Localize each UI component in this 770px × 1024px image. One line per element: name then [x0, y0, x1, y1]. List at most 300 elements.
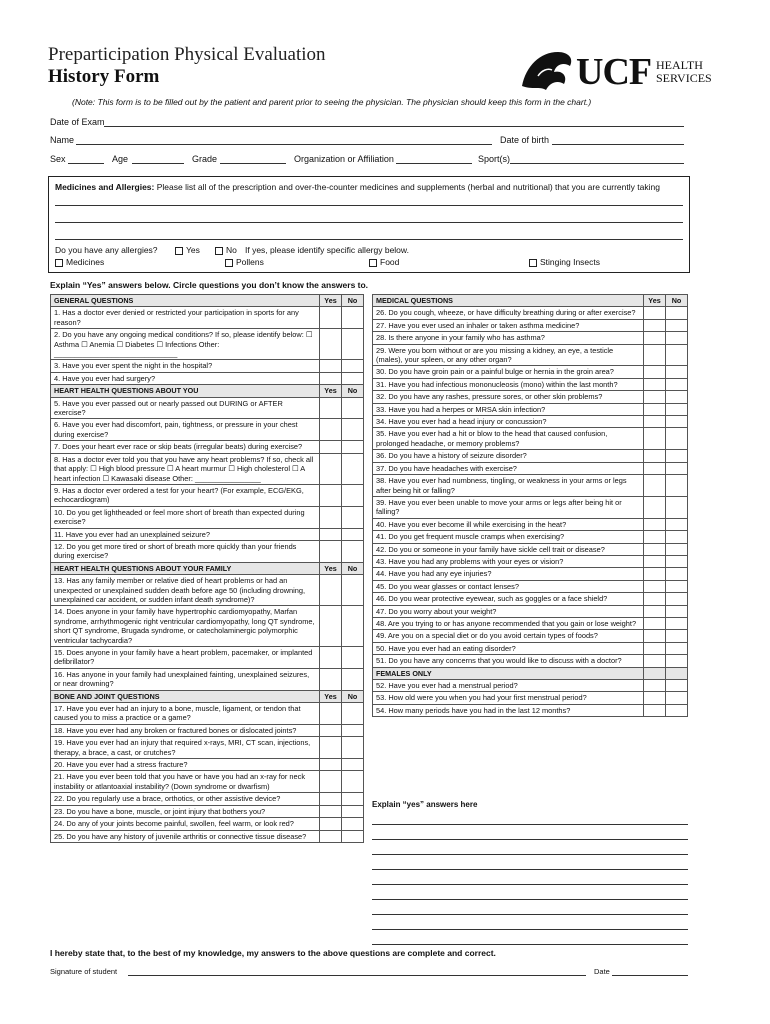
yes-cell[interactable] [644, 555, 666, 567]
question-text: 43. Have you had any problems with your eyes or vision? [373, 555, 644, 567]
allergy-medicines-option[interactable] [55, 257, 104, 267]
question-text: 36. Do you have a history of seizure disorder? [373, 450, 644, 462]
sports-label: Sport(s) [478, 154, 511, 164]
question-text: 19. Have you ever had an injury that required x-rays, MRI, CT scan, injections, therapy, a brace, a cast, or crutches? [51, 737, 320, 759]
question-row [51, 575, 364, 606]
question-row [373, 518, 688, 530]
no-cell[interactable] [666, 593, 688, 605]
yes-cell[interactable] [644, 630, 666, 642]
yes-cell[interactable] [320, 397, 342, 419]
signature-label: Signature of student [50, 967, 118, 976]
yes-cell[interactable] [644, 332, 666, 344]
question-row [51, 793, 364, 805]
no-header [666, 667, 688, 679]
question-row [373, 555, 688, 567]
sex-label: Sex [50, 154, 66, 164]
yes-cell[interactable] [320, 793, 342, 805]
section-header-row [51, 562, 364, 574]
allergy-if-yes: If yes, please identify specific allergy below. [245, 245, 409, 255]
yes-cell[interactable] [320, 453, 342, 484]
yes-cell[interactable] [644, 580, 666, 592]
sex-field[interactable] [68, 163, 104, 164]
no-cell[interactable] [666, 496, 688, 518]
yes-cell[interactable] [320, 647, 342, 669]
question-text: 12. Do you get more tired or short of breath more quickly than your friends during exercise? [51, 540, 320, 562]
question-row [373, 704, 688, 716]
question-row [373, 617, 688, 629]
yes-cell[interactable] [320, 771, 342, 793]
no-cell[interactable] [342, 724, 364, 736]
question-text: 17. Have you ever had an injury to a bone, muscle, ligament, or tendon that caused you to miss a practice or a game? [51, 703, 320, 725]
yes-cell[interactable] [644, 692, 666, 704]
question-text: 39. Have you ever been unable to move your arms or legs after being hit or falling? [373, 496, 644, 518]
date-of-exam-field[interactable] [104, 126, 684, 127]
question-text: 52. Have you ever had a menstrual period? [373, 680, 644, 692]
question-row [373, 543, 688, 555]
question-text: 33. Have you had a herpes or MRSA skin infection? [373, 403, 644, 415]
no-cell[interactable] [666, 642, 688, 654]
no-cell[interactable] [666, 692, 688, 704]
question-row [51, 360, 364, 372]
no-cell[interactable] [666, 403, 688, 415]
question-row [51, 453, 364, 484]
yes-cell[interactable] [644, 475, 666, 497]
allergy-insects-label: Stinging Insects [540, 257, 601, 267]
medicines-line-1[interactable] [55, 205, 683, 206]
no-cell[interactable] [666, 518, 688, 530]
yes-header: Yes [320, 690, 342, 702]
question-row [373, 307, 688, 319]
no-cell[interactable] [342, 484, 364, 506]
question-row [373, 319, 688, 331]
question-row [373, 428, 688, 450]
yes-cell[interactable] [320, 506, 342, 528]
yes-cell[interactable] [644, 617, 666, 629]
question-row [51, 647, 364, 669]
no-header: No [342, 690, 364, 702]
yes-cell[interactable] [644, 378, 666, 390]
yes-cell[interactable] [644, 518, 666, 530]
yes-cell[interactable] [320, 830, 342, 842]
question-row [373, 642, 688, 654]
question-row [51, 703, 364, 725]
no-cell[interactable] [342, 419, 364, 441]
question-text: 2. Do you have any ongoing medical conditions? If so, please identify below: ☐ Asthma ☐ Anemia ☐ Diabetes ☐ Infections Other: ______________________________ [51, 329, 320, 360]
question-text: 11. Have you ever had an unexplained seizure? [51, 528, 320, 540]
no-cell[interactable] [342, 453, 364, 484]
question-text: 34. Have you ever had a head injury or concussion? [373, 416, 644, 428]
question-text: 37. Do you have headaches with exercise? [373, 462, 644, 474]
section-header-row [373, 667, 688, 679]
allergy-pollens-option[interactable] [225, 257, 264, 267]
question-text: 49. Are you on a special diet or do you avoid certain types of foods? [373, 630, 644, 642]
yes-cell[interactable] [644, 531, 666, 543]
no-cell[interactable] [342, 805, 364, 817]
yes-cell[interactable] [644, 403, 666, 415]
yes-cell[interactable] [320, 606, 342, 647]
question-text: 53. How old were you when you had your first menstrual period? [373, 692, 644, 704]
question-text: 50. Have you ever had an eating disorder? [373, 642, 644, 654]
section-header-row [51, 690, 364, 702]
yes-cell[interactable] [320, 575, 342, 606]
yes-cell[interactable] [644, 655, 666, 667]
question-row [51, 737, 364, 759]
no-cell[interactable] [342, 540, 364, 562]
no-header: No [342, 562, 364, 574]
question-row [51, 506, 364, 528]
question-row [373, 344, 688, 366]
question-text: 10. Do you get lightheaded or feel more short of breath than expected during exercise? [51, 506, 320, 528]
question-text: 38. Have you ever had numbness, tingling, or weakness in your arms or legs after being hit or falling? [373, 475, 644, 497]
allergy-no-label: No [226, 245, 237, 255]
grade-field[interactable] [220, 163, 286, 164]
logo-sub-services: SERVICES [656, 71, 712, 85]
question-row [373, 630, 688, 642]
question-text: 26. Do you cough, wheeze, or have difficulty breathing during or after exercise? [373, 307, 644, 319]
question-row [51, 419, 364, 441]
question-row [51, 805, 364, 817]
no-cell[interactable] [666, 366, 688, 378]
section-header: FEMALES ONLY [373, 667, 644, 679]
question-text: 6. Have you ever had discomfort, pain, tightness, or pressure in your chest during exercise? [51, 419, 320, 441]
no-cell[interactable] [342, 575, 364, 606]
question-text: 5. Have you ever passed out or nearly passed out DURING or AFTER exercise? [51, 397, 320, 419]
yes-header: Yes [320, 385, 342, 397]
question-row [373, 332, 688, 344]
yes-cell[interactable] [644, 366, 666, 378]
no-cell[interactable] [342, 830, 364, 842]
allergy-food-option[interactable] [369, 257, 399, 267]
allergy-insects-option[interactable] [529, 257, 600, 267]
ucf-health-logo [518, 46, 723, 96]
no-header: No [342, 385, 364, 397]
allergy-food-label: Food [380, 257, 400, 267]
question-row [373, 416, 688, 428]
question-row [51, 759, 364, 771]
question-row [51, 830, 364, 842]
checkbox-icon[interactable] [225, 259, 233, 267]
no-cell[interactable] [666, 568, 688, 580]
no-header: No [342, 295, 364, 307]
yes-cell[interactable] [644, 680, 666, 692]
no-cell[interactable] [666, 704, 688, 716]
yes-header: Yes [644, 295, 666, 307]
question-row [51, 307, 364, 329]
question-text: 15. Does anyone in your family have a heart problem, pacemaker, or implanted defibrillator? [51, 647, 320, 669]
no-cell[interactable] [342, 506, 364, 528]
yes-cell[interactable] [320, 419, 342, 441]
yes-cell[interactable] [644, 593, 666, 605]
date-of-birth-field[interactable] [552, 144, 684, 145]
yes-cell[interactable] [644, 568, 666, 580]
no-cell[interactable] [666, 475, 688, 497]
section-header: HEART HEALTH QUESTIONS ABOUT YOU [51, 385, 320, 397]
question-row [51, 540, 364, 562]
question-text: 48. Are you trying to or has anyone recommended that you gain or lose weight? [373, 617, 644, 629]
logo-text: UCF [576, 51, 652, 93]
no-cell[interactable] [666, 605, 688, 617]
no-cell[interactable] [666, 543, 688, 555]
yes-cell[interactable] [320, 528, 342, 540]
question-row [51, 441, 364, 453]
yes-cell[interactable] [644, 605, 666, 617]
no-cell[interactable] [666, 416, 688, 428]
question-text: 41. Do you get frequent muscle cramps when exercising? [373, 531, 644, 543]
question-row [51, 724, 364, 736]
section-header-row [373, 295, 688, 307]
yes-cell[interactable] [320, 307, 342, 329]
yes-cell[interactable] [320, 668, 342, 690]
question-text: 51. Do you have any concerns that you would like to discuss with a doctor? [373, 655, 644, 667]
question-text: 7. Does your heart ever race or skip beats (irregular beats) during exercise? [51, 441, 320, 453]
yes-cell[interactable] [320, 818, 342, 830]
question-text: 44. Have you had any eye injuries? [373, 568, 644, 580]
question-row [373, 475, 688, 497]
date-of-birth-label: Date of birth [500, 135, 550, 145]
yes-header: Yes [320, 295, 342, 307]
medicines-line-2[interactable] [55, 222, 683, 223]
yes-cell[interactable] [644, 307, 666, 319]
no-cell[interactable] [666, 555, 688, 567]
question-text: 16. Has anyone in your family had unexplained fainting, unexplained seizures, or near drowning? [51, 668, 320, 690]
question-text: 9. Has a doctor ever ordered a test for your heart? (For example, ECG/EKG, echocardiogram) [51, 484, 320, 506]
question-row [373, 692, 688, 704]
section-header-row [51, 295, 364, 307]
medicines-prompt [55, 182, 685, 192]
no-cell[interactable] [666, 332, 688, 344]
question-row [373, 605, 688, 617]
no-cell[interactable] [666, 307, 688, 319]
yes-cell[interactable] [644, 462, 666, 474]
question-text: 27. Have you ever used an inhaler or taken asthma medicine? [373, 319, 644, 331]
question-text: 25. Do you have any history of juvenile arthritis or connective tissue disease? [51, 830, 320, 842]
explain-intro: Explain “Yes” answers below. Circle questions you don’t know the answers to. [50, 280, 369, 290]
question-text: 18. Have you ever had any broken or fractured bones or dislocated joints? [51, 724, 320, 736]
question-text: 42. Do you or someone in your family have sickle cell trait or disease? [373, 543, 644, 555]
no-cell[interactable] [342, 329, 364, 360]
yes-cell[interactable] [644, 319, 666, 331]
section-header: GENERAL QUESTIONS [51, 295, 320, 307]
statement: I hereby state that, to the best of my knowledge, my answers to the above questions are complete and correct. [50, 948, 496, 958]
question-text: 23. Do you have a bone, muscle, or joint injury that bothers you? [51, 805, 320, 817]
question-text: 13. Has any family member or relative died of heart problems or had an unexpected or unexplained sudden death before age 50 (including drowning, unexplained car accident, or sudden infant death syndrome)? [51, 575, 320, 606]
question-text: 45. Do you wear glasses or contact lenses? [373, 580, 644, 592]
date-label: Date [594, 967, 610, 976]
no-cell[interactable] [666, 630, 688, 642]
question-text: 31. Have you had infectious mononucleosis (mono) within the last month? [373, 378, 644, 390]
age-field[interactable] [132, 163, 184, 164]
no-cell[interactable] [342, 372, 364, 384]
yes-cell[interactable] [644, 344, 666, 366]
grade-label: Grade [192, 154, 218, 164]
form-title: Preparticipation Physical Evaluation [48, 44, 326, 65]
question-row [51, 818, 364, 830]
no-cell[interactable] [666, 428, 688, 450]
yes-cell[interactable] [320, 441, 342, 453]
question-row [373, 593, 688, 605]
question-row [51, 484, 364, 506]
question-row [373, 366, 688, 378]
medicines-label: Medicines and Allergies: [55, 182, 155, 192]
no-cell[interactable] [342, 606, 364, 647]
yes-cell[interactable] [644, 450, 666, 462]
yes-header: Yes [320, 562, 342, 574]
medicines-allergies-box [48, 176, 690, 273]
explain-yes-lines[interactable] [372, 810, 688, 945]
question-row [373, 568, 688, 580]
question-row [373, 531, 688, 543]
allergy-pollens-label: Pollens [236, 257, 264, 267]
question-row [373, 580, 688, 592]
question-text: 1. Has a doctor ever denied or restricted your participation in sports for any reason? [51, 307, 320, 329]
question-row [373, 462, 688, 474]
no-cell[interactable] [666, 391, 688, 403]
question-text: 54. How many periods have you had in the last 12 months? [373, 704, 644, 716]
allergies-question: Do you have any allergies? [55, 245, 158, 255]
allergy-yes-option[interactable] [175, 245, 200, 255]
yes-cell[interactable] [320, 329, 342, 360]
signature-field[interactable] [128, 975, 586, 976]
question-row [373, 403, 688, 415]
allergy-yes-label: Yes [186, 245, 200, 255]
yes-cell[interactable] [644, 416, 666, 428]
question-text: 3. Have you ever spent the night in the hospital? [51, 360, 320, 372]
no-cell[interactable] [666, 655, 688, 667]
question-row [51, 668, 364, 690]
no-cell[interactable] [342, 441, 364, 453]
no-cell[interactable] [666, 617, 688, 629]
allergy-no-option[interactable] [215, 245, 237, 255]
form-note: (Note: This form is to be filled out by the patient and parent prior to seeing the physician. The physician should keep this form in the chart.) [72, 97, 592, 107]
section-header: MEDICAL QUESTIONS [373, 295, 644, 307]
yes-cell[interactable] [320, 360, 342, 372]
date-of-exam-label: Date of Exam [50, 117, 105, 127]
no-cell[interactable] [342, 397, 364, 419]
medicines-instructions: Please list all of the prescription and over-the-counter medicines and supplements (herbal and nutritional) that you are currently taking [156, 182, 660, 192]
section-header: BONE AND JOINT QUESTIONS [51, 690, 320, 702]
no-cell[interactable] [666, 531, 688, 543]
question-text: 35. Have you ever had a hit or blow to the head that caused confusion, prolonged headache, or memory problems? [373, 428, 644, 450]
question-row [373, 450, 688, 462]
question-text: 8. Has a doctor ever told you that you have any heart problems? If so, check all that apply: ☐ High blood pressure ☐ A heart murmur ☐ High cholesterol ☐ A heart infection ☐ Kawasaki disease Other: ________________ [51, 453, 320, 484]
organization-label: Organization or Affiliation [294, 154, 394, 164]
no-cell[interactable] [342, 360, 364, 372]
checkbox-icon[interactable] [369, 259, 377, 267]
section-header: HEART HEALTH QUESTIONS ABOUT YOUR FAMILY [51, 562, 320, 574]
yes-cell[interactable] [644, 391, 666, 403]
question-text: 20. Have you ever had a stress fracture? [51, 759, 320, 771]
question-text: 47. Do you worry about your weight? [373, 605, 644, 617]
question-text: 28. Is there anyone in your family who has asthma? [373, 332, 644, 344]
yes-cell[interactable] [320, 805, 342, 817]
yes-cell[interactable] [320, 759, 342, 771]
no-cell[interactable] [342, 703, 364, 725]
checkbox-icon[interactable] [529, 259, 537, 267]
question-row [51, 329, 364, 360]
question-row [51, 771, 364, 793]
yes-cell[interactable] [320, 484, 342, 506]
no-cell[interactable] [342, 737, 364, 759]
yes-cell[interactable] [320, 372, 342, 384]
question-row [51, 372, 364, 384]
question-text: 46. Do you wear protective eyewear, such as goggles or a face shield? [373, 593, 644, 605]
question-text: 32. Do you have any rashes, pressure sores, or other skin problems? [373, 391, 644, 403]
age-label: Age [112, 154, 129, 164]
no-cell[interactable] [666, 344, 688, 366]
no-cell[interactable] [342, 647, 364, 669]
question-text: 29. Were you born without or are you missing a kidney, an eye, a testicle (males), your spleen, or any other organ? [373, 344, 644, 366]
no-cell[interactable] [666, 319, 688, 331]
name-field[interactable] [76, 144, 492, 145]
question-text: 22. Do you regularly use a brace, orthotics, or other assistive device? [51, 793, 320, 805]
no-cell[interactable] [342, 793, 364, 805]
question-text: 14. Does anyone in your family have hypertrophic cardiomyopathy, Marfan syndrome, arrhythmogenic right ventricular cardiomyopathy, long QT syndrome, short QT syndrome, Brugada syndrome, or catecholaminergic polymorphic ventricular tachycardia? [51, 606, 320, 647]
no-cell[interactable] [342, 818, 364, 830]
organization-field[interactable] [396, 163, 472, 164]
question-row [51, 397, 364, 419]
checkbox-icon[interactable] [215, 247, 223, 255]
logo-sub-health: HEALTH [656, 58, 703, 72]
question-text: 4. Have you ever had surgery? [51, 372, 320, 384]
question-row [51, 606, 364, 647]
no-cell[interactable] [666, 450, 688, 462]
no-cell[interactable] [342, 528, 364, 540]
checkbox-icon[interactable] [55, 259, 63, 267]
sports-field[interactable] [510, 163, 684, 164]
no-cell[interactable] [342, 759, 364, 771]
yes-cell[interactable] [644, 642, 666, 654]
yes-cell[interactable] [320, 703, 342, 725]
yes-cell[interactable] [320, 540, 342, 562]
form-subtitle: History Form [48, 66, 160, 87]
section-header-row [51, 385, 364, 397]
question-text: 24. Do any of your joints become painful, swollen, feel warm, or look red? [51, 818, 320, 830]
no-cell[interactable] [666, 680, 688, 692]
no-cell[interactable] [666, 378, 688, 390]
question-row [373, 378, 688, 390]
yes-cell[interactable] [320, 724, 342, 736]
yes-cell[interactable] [644, 543, 666, 555]
right-question-table [372, 294, 688, 717]
no-cell[interactable] [666, 580, 688, 592]
left-question-table [50, 294, 364, 843]
question-text: 40. Have you ever become ill while exercising in the heat? [373, 518, 644, 530]
yes-cell[interactable] [644, 704, 666, 716]
question-row [51, 528, 364, 540]
yes-cell[interactable] [320, 737, 342, 759]
logo-subtext [656, 59, 712, 85]
yes-header [644, 667, 666, 679]
question-row [373, 391, 688, 403]
medicines-line-3[interactable] [55, 239, 683, 240]
name-label: Name [50, 135, 75, 145]
question-row [373, 680, 688, 692]
no-cell[interactable] [666, 462, 688, 474]
yes-cell[interactable] [644, 496, 666, 518]
no-cell[interactable] [342, 668, 364, 690]
explain-yes-label: Explain “yes” answers here [372, 800, 478, 809]
date-field[interactable] [612, 975, 688, 976]
allergy-medicines-label: Medicines [66, 257, 105, 267]
no-cell[interactable] [342, 771, 364, 793]
checkbox-icon[interactable] [175, 247, 183, 255]
no-header: No [666, 295, 688, 307]
no-cell[interactable] [342, 307, 364, 329]
yes-cell[interactable] [644, 428, 666, 450]
question-row [373, 655, 688, 667]
question-row [373, 496, 688, 518]
question-text: 21. Have you ever been told that you have or have you had an x-ray for neck instability or atlantoaxial instability? (Down syndrome or dwarfism) [51, 771, 320, 793]
